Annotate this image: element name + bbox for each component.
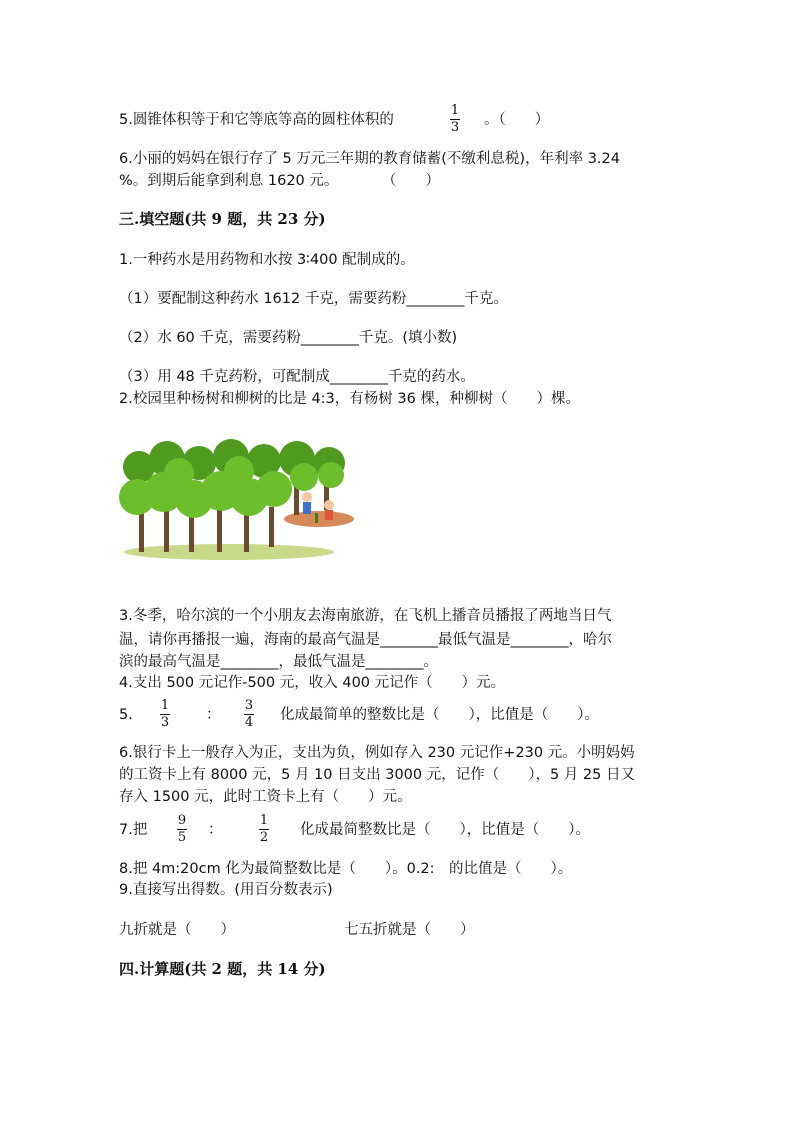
fill-question-5-number: 5. bbox=[119, 707, 133, 723]
fill-question-6-line1: 6.银行卡上一般存入为正，支出为负，例如存入 230 元记作+230 元。小明妈妈 bbox=[119, 745, 635, 761]
answer-paren: 。（ ） bbox=[484, 112, 550, 128]
fill-question-5-tail: 化成最简单的整数比是（ ），比值是（ ）。 bbox=[280, 707, 599, 723]
fraction-a: 9 5 bbox=[177, 813, 187, 845]
fraction-a: 1 3 bbox=[160, 698, 170, 730]
fill-question-9-left: 九折就是（ ） bbox=[119, 922, 235, 938]
fill-question-3-line1: 3.冬季，哈尔滨的一个小朋友去海南旅游，在飞机上播音员播报了两地当日气 bbox=[119, 608, 612, 624]
section-heading: 三.填空题(共 9 题，共 23 分) bbox=[119, 210, 326, 228]
fraction-b: 3 4 bbox=[244, 698, 254, 730]
fill-question-2: 2.校园里种杨树和柳树的比是 4:3，有杨树 36 棵，种柳树（ ）棵。 bbox=[119, 391, 580, 407]
fill-question-8: 8.把 4m:20cm 化为最简整数比是（ ）。0.2: 的比值是（ ）。 bbox=[119, 861, 573, 877]
fill-question-3-line3: 滨的最高气温是________，最低气温是________。 bbox=[119, 654, 438, 670]
judge-question-5 bbox=[119, 110, 394, 130]
fraction: 1 3 bbox=[450, 103, 460, 135]
fill-question-6-line3: 存入 1500 元，此时工资卡上有（ ）元。 bbox=[119, 789, 412, 805]
judge-question-6-line1: 6.小丽的妈妈在银行存了 5 万元三年期的教育储蓄(不缴利息税)，年利率 3.24 bbox=[119, 151, 620, 167]
section-heading: 四.计算题(共 2 题，共 14 分) bbox=[119, 960, 326, 978]
fill-question-9-stem: 9.直接写出得数。(用百分数表示) bbox=[119, 882, 333, 898]
fill-question-1-part1: （1）要配制这种药水 1612 千克，需要药粉________千克。 bbox=[119, 291, 508, 307]
ratio-colon: ： bbox=[206, 707, 221, 723]
question-text: 5.圆锥体积等于和它等底等高的圆柱体积的 bbox=[119, 112, 394, 128]
fill-question-4: 4.支出 500 元记作-500 元，收入 400 元记作（ ）元。 bbox=[119, 675, 506, 691]
ratio-colon: ： bbox=[208, 822, 223, 838]
fill-question-9-right: 七五折就是（ ） bbox=[344, 922, 475, 938]
fill-question-7-lead: 7.把 bbox=[119, 822, 148, 838]
fill-question-7-tail: 化成最简整数比是（ ），比值是（ ）。 bbox=[300, 822, 590, 838]
fill-question-1-part2: （2）水 60 千克，需要药粉________千克。(填小数) bbox=[119, 330, 458, 346]
trees-and-children-illustration bbox=[119, 437, 359, 567]
fill-question-1-stem: 1.一种药水是用药物和水按 3∶400 配制成的。 bbox=[119, 252, 415, 268]
fill-question-1-part3: （3）用 48 千克药粉，可配制成________千克的药水。 bbox=[119, 369, 475, 385]
fill-question-6-line2: 的工资卡上有 8000 元，5 月 10 日支出 3000 元，记作（ ），5 月 25 日又 bbox=[119, 767, 635, 783]
fraction-b: 1 2 bbox=[259, 813, 269, 845]
fill-question-3-line2: 温，请你再播报一遍，海南的最高气温是________最低气温是________，哈尔 bbox=[119, 632, 612, 648]
judge-question-6-line2: %。到期后能拿到利息 1620 元。 （ ） bbox=[119, 173, 440, 189]
